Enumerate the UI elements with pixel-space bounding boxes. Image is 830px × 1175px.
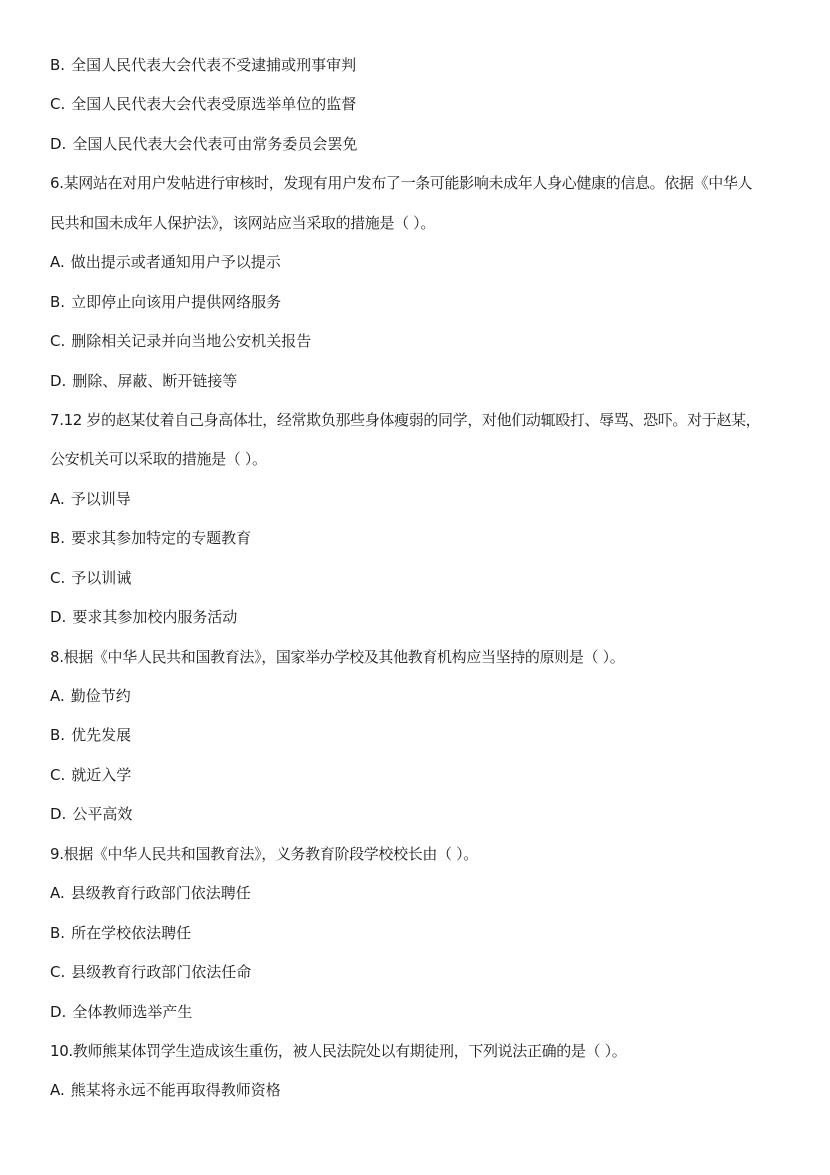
option-text: 全国人民代表大会代表可由常务委员会罢免 [72,134,358,153]
option-text: 予以训诫 [71,568,132,587]
document-page [50,54,790,1119]
option-7b [50,527,790,566]
option-text: 予以训导 [70,489,131,508]
option-text: 全国人民代表大会代表不受逮捕或刑事审判 [71,56,357,74]
option-text: 熊某将永远不能再取得教师资格 [70,1081,281,1100]
option-6d [50,370,790,409]
option-5c [50,93,790,132]
option-text: 要求其参加校内服务活动 [72,608,238,627]
option-8b [50,724,790,763]
option-text: 公平高效 [72,805,133,824]
option-text: 做出提示或者通知用户予以提示 [70,253,281,272]
option-letter: D. [50,608,67,627]
option-7c [50,567,790,606]
option-text: 县级教育行政部门依法聘任 [70,884,251,903]
option-letter: A. [50,687,65,705]
option-9d [50,1001,790,1040]
option-letter: B. [50,529,66,548]
option-9c [50,961,790,1000]
option-letter: B. [50,56,66,74]
option-text: 勤俭节约 [70,687,131,705]
option-8d [50,803,790,842]
option-letter: C. [50,963,66,982]
question-6-line-2: 民共和国未成年人保护法》，该网站应当采取的措施是（ ）。 [50,213,435,232]
option-text: 全国人民代表大会代表受原选举单位的监督 [71,95,357,114]
option-7d [50,606,790,645]
option-letter: C. [50,765,66,784]
option-8a [50,685,790,724]
option-letter: C. [50,332,66,351]
option-letter: C. [50,95,66,114]
option-letter: D. [50,371,67,390]
option-6b [50,291,790,330]
option-8c [50,764,790,803]
option-letter: D. [50,1002,67,1021]
option-text: 要求其参加特定的专题教育 [71,529,252,548]
option-5d [50,133,790,172]
question-10: 10.教师熊某体罚学生造成该生重伤，被人民法院处以有期徒刑，下列说法正确的是（ ）。 [50,1041,627,1060]
option-text: 删除相关记录并向当地公安机关报告 [71,332,312,351]
option-text: 立即停止向该用户提供网络服务 [71,292,282,311]
option-letter: B. [50,923,66,942]
option-5b [50,54,790,93]
question-7-line-2: 公安机关可以采取的措施是（ ）。 [50,450,267,469]
option-text: 优先发展 [71,726,132,745]
option-letter: D. [50,805,67,824]
question-7-line-1: 7.12 岁的赵某仗着自己身高体壮，经常欺负那些身体瘦弱的同学，对他们动辄殴打、辱骂、恐吓。对于赵某， [50,410,761,429]
option-text: 删除、屏蔽、断开链接等 [72,371,238,390]
option-letter: B. [50,726,66,745]
option-text: 县级教育行政部门依法任命 [71,963,252,982]
option-text: 就近入学 [71,765,132,784]
option-letter: C. [50,568,66,587]
option-letter: D. [50,134,67,153]
option-letter: A. [50,253,65,272]
option-letter: A. [50,1081,65,1100]
option-letter: B. [50,292,66,311]
option-7a [50,488,790,527]
option-text: 所在学校依法聘任 [71,923,192,942]
option-letter: A. [50,489,65,508]
question-8: 8.根据《中华人民共和国教育法》，国家举办学校及其他教育机构应当坚持的原则是（ ）。 [50,647,625,666]
question-9: 9.根据《中华人民共和国教育法》，义务教育阶段学校校长由（ ）。 [50,844,478,863]
question-6-line-1: 6.某网站在对用户发帖进行审核时，发现有用户发布了一条可能影响未成年人身心健康的信息。依据《中华人 [50,174,753,193]
option-9b [50,922,790,961]
option-6a [50,251,790,290]
option-10a [50,1079,790,1118]
option-text: 全体教师选举产生 [72,1002,193,1021]
option-9a [50,882,790,921]
option-letter: A. [50,884,65,903]
option-6c [50,330,790,369]
